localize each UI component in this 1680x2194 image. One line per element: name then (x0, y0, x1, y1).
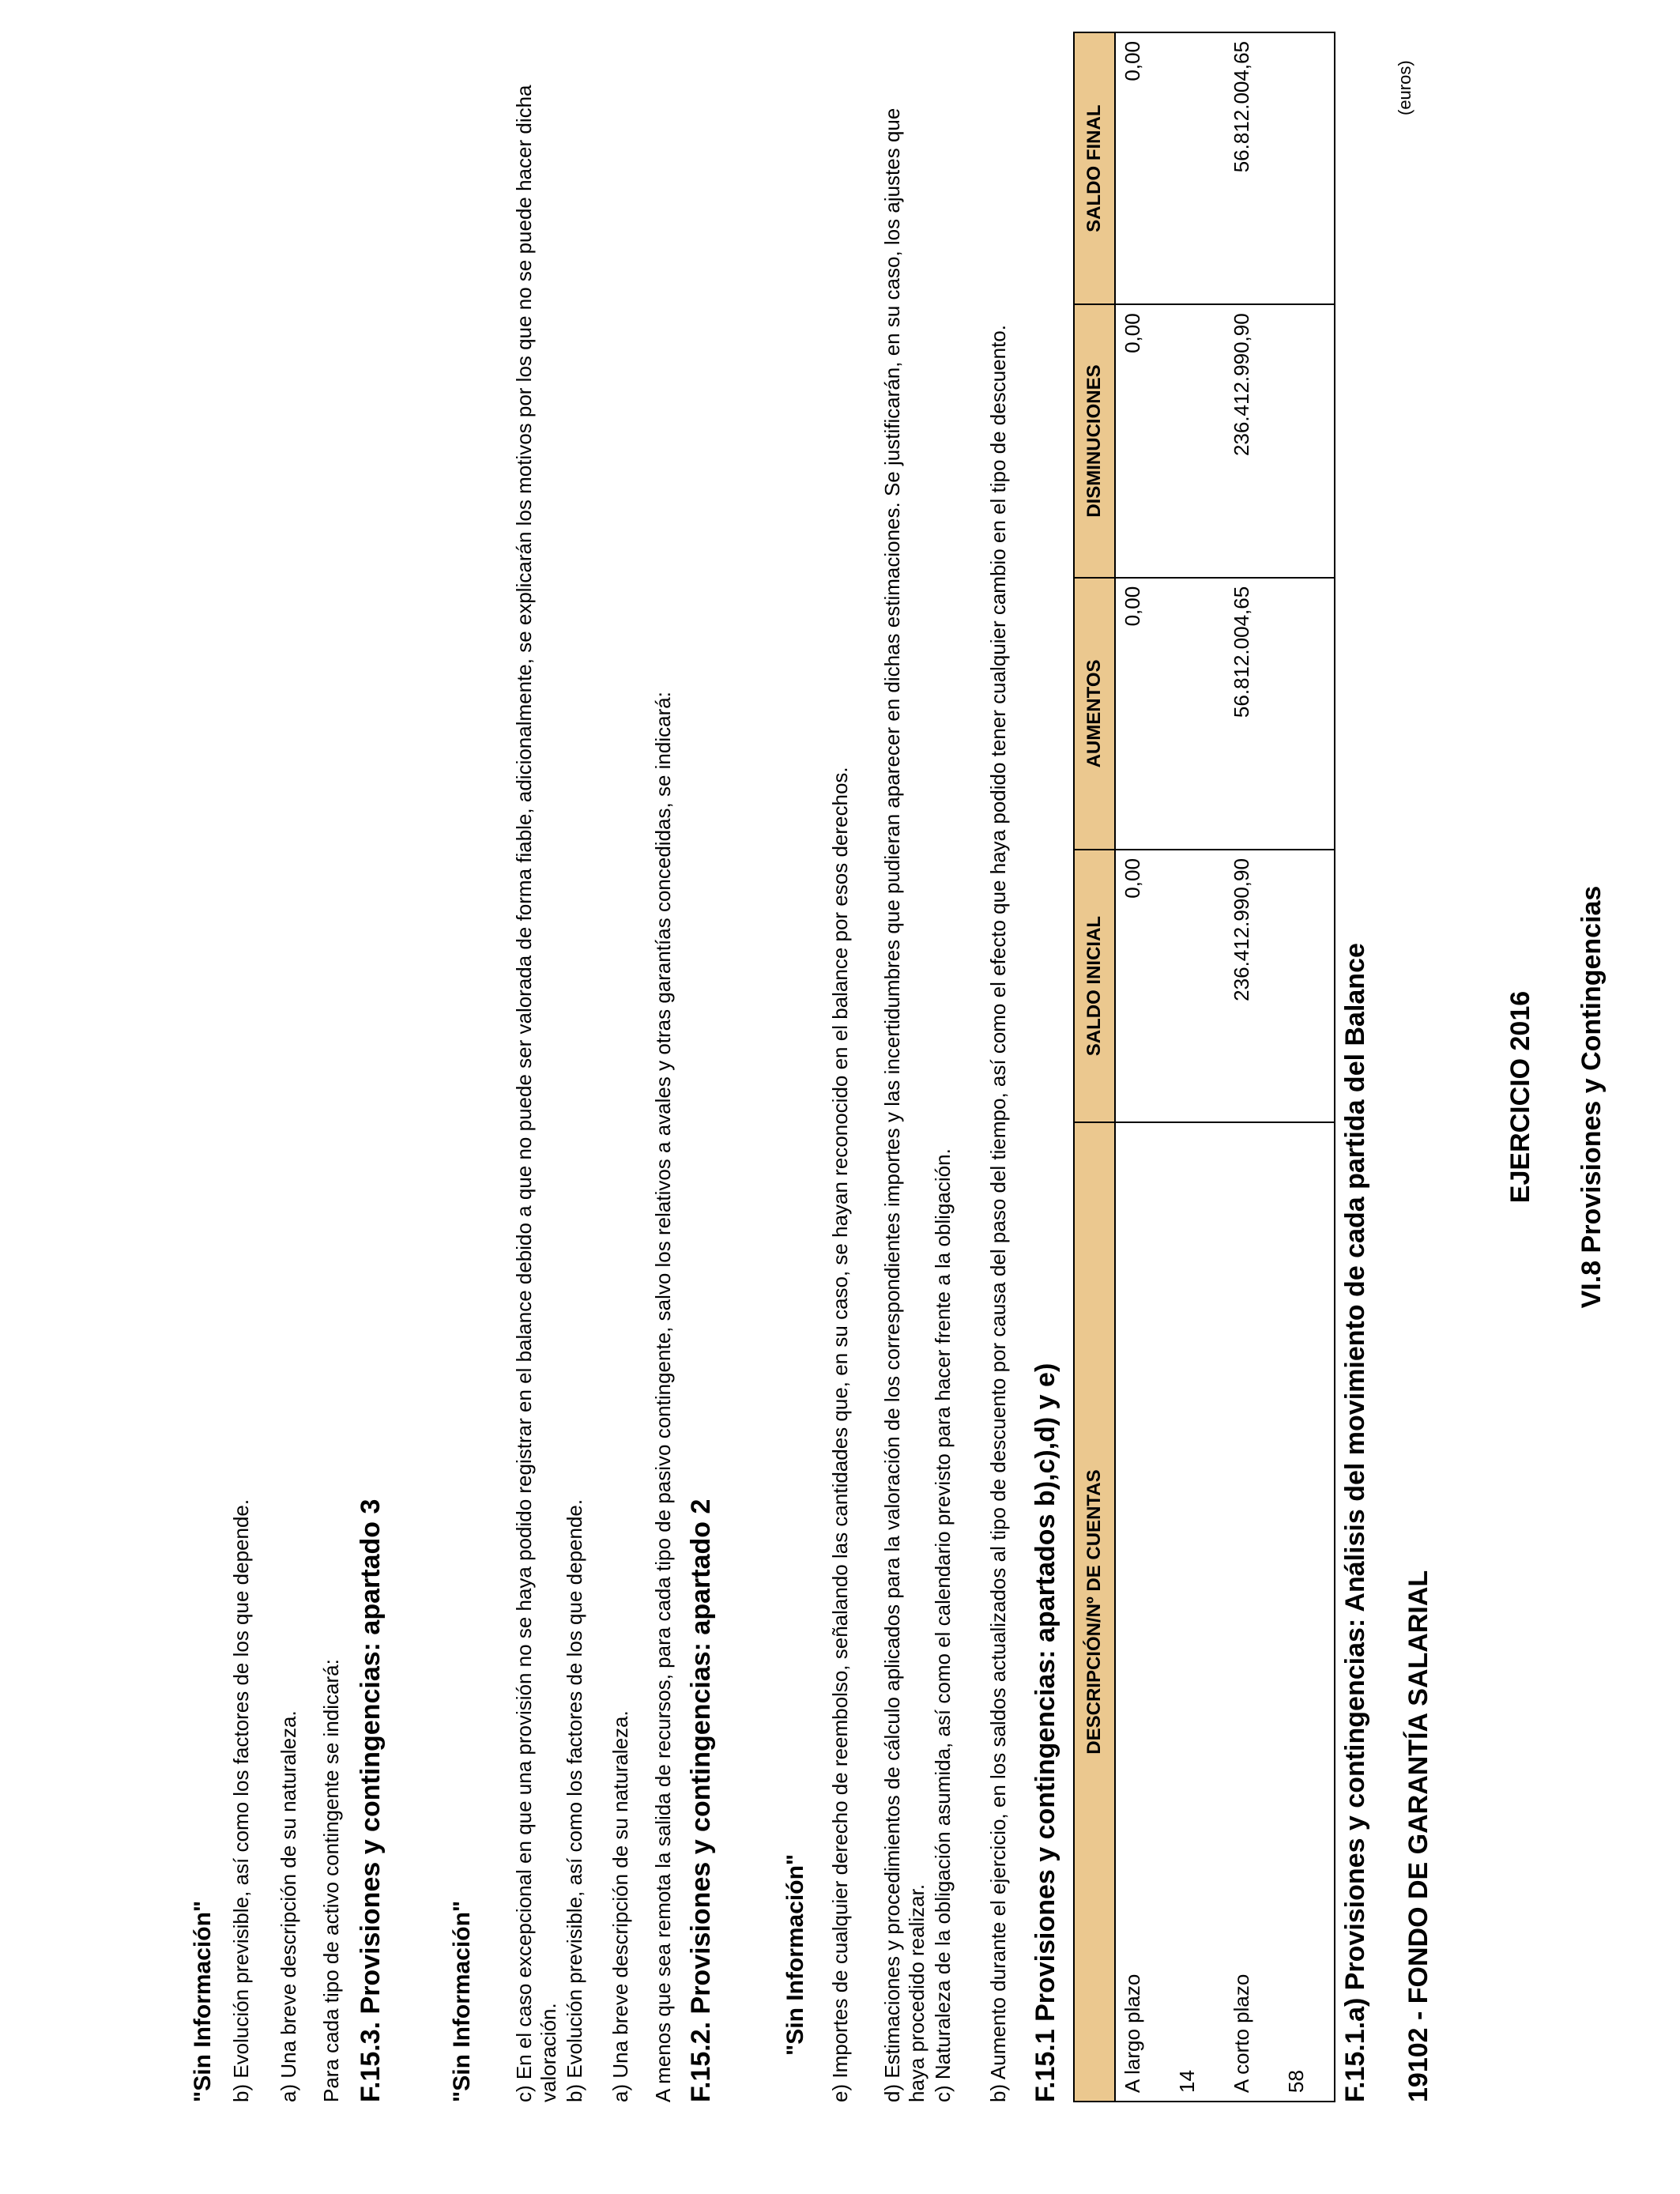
table-cell-aumentos: 56.812.004,65 (1225, 578, 1279, 850)
table-cell-disminuciones: 236.412.990,90 (1225, 304, 1279, 578)
table-cell-disminuciones (1279, 304, 1335, 578)
no-information-note: "Sin Información" (449, 1900, 475, 2102)
table-cell-account-number: 14 (1170, 1122, 1225, 2102)
table-cell-aumentos (1279, 578, 1335, 850)
paragraph-f151-c: c) Naturaleza de la obligación asumida, así como el calendario previsto para hacer frente a la obligación. (931, 1148, 955, 2102)
column-header-disminuciones: DISMINUCIONES (1074, 304, 1115, 578)
no-information-note: "Sin Información" (190, 1900, 216, 2102)
no-information-note: "Sin Información" (782, 1853, 808, 2056)
paragraph-f152-intro: A menos que sea remota la salida de recursos, para cada tipo de pasivo contingente, salvo los relativos a avales y otras garantías concedidas, se indicará: (651, 692, 675, 2102)
table-cell-saldo-final (1170, 32, 1225, 304)
column-header-saldo-inicial: SALDO INICIAL (1074, 850, 1115, 1122)
table-cell-disminuciones: 0,00 (1115, 304, 1170, 578)
table-cell-description: A largo plazo (1115, 1122, 1170, 2102)
table-cell-account-number: 58 (1279, 1122, 1335, 2102)
section-heading-f151a: F.15.1.a) Provisiones y contingencias: Análisis del movimiento de cada partida del Balance (1340, 943, 1370, 2102)
entity-heading: 19102 - FONDO DE GARANTÍA SALARIAL (1403, 1570, 1433, 2102)
table-row (1279, 32, 1335, 2102)
table-cell-disminuciones (1170, 304, 1225, 578)
table-row (1170, 32, 1225, 2102)
table-cell-saldo-inicial: 236.412.990,90 (1225, 850, 1279, 1122)
table-cell-description: A corto plazo (1225, 1122, 1279, 2102)
table-cell-saldo-final (1279, 32, 1335, 304)
paragraph-f151-e: e) Importes de cualquier derecho de reembolso, señalando las cantidades que, en su caso, se hayan reconocido en el balance por esos derechos. (828, 767, 852, 2102)
column-header-description: DESCRIPCIÓN/Nº DE CUENTAS (1074, 1122, 1115, 2102)
document-title: VI.8 Provisiones y Contingencias (1576, 885, 1607, 1309)
paragraph-f152-b: b) Evolución previsible, así como los factores de los que depende. (563, 1498, 586, 2102)
paragraph-f153-a: a) Una breve descripción de su naturaleza. (277, 1710, 300, 2102)
table-cell-saldo-final: 0,00 (1115, 32, 1170, 304)
table-cell-saldo-inicial (1170, 850, 1225, 1122)
section-heading-f152: F.15.2. Provisiones y contingencias: apartado 2 (686, 1498, 716, 2102)
currency-unit-label: (euros) (1395, 60, 1414, 115)
section-heading-f153: F.15.3. Provisiones y contingencias: apartado 3 (356, 1498, 386, 2102)
table-header-row (1074, 32, 1115, 2102)
paragraph-f153-b: b) Evolución previsible, así como los factores de los que depende. (229, 1498, 253, 2102)
section-heading-f151: F.15.1 Provisiones y contingencias: apartados b),c),d) y e) (1030, 1363, 1060, 2102)
table-cell-saldo-inicial: 0,00 (1115, 850, 1170, 1122)
table-cell-saldo-inicial (1279, 850, 1335, 1122)
table-cell-aumentos: 0,00 (1115, 578, 1170, 850)
table-cell-aumentos (1170, 578, 1225, 850)
table-row (1115, 32, 1170, 2102)
table-cell-saldo-final: 56.812.004,65 (1225, 32, 1279, 304)
column-header-saldo-final: SALDO FINAL (1074, 32, 1115, 304)
paragraph-f151-b: b) Aumento durante el ejercicio, en los saldos actualizados al tipo de descuento por causa del paso del tiempo, así como el efecto que haya podido tener cualquier cambio en el tipo de descuento. (986, 325, 1010, 2102)
paragraph-f152-c: c) En el caso excepcional en que una provisión no se haya podido registrar en el balance debido a que no puede ser valorada de forma fiable, adicionalmente, se explicarán los motivos por los que no se puede hacer dicha valoración. (512, 85, 560, 2102)
table-row (1225, 32, 1279, 2102)
provisions-movement-table (1073, 32, 1335, 2102)
fiscal-year-title: EJERCICIO 2016 (1505, 990, 1535, 1204)
paragraph-f152-a: a) Una breve descripción de su naturaleza. (608, 1710, 632, 2102)
column-header-aumentos: AUMENTOS (1074, 578, 1115, 850)
paragraph-f151-d: d) Estimaciones y procedimientos de cálculo aplicados para la valoración de los correspondientes importes y las incertidumbres que pudieran aparecer en dichas estimaciones. Se justificarán, en su caso, los ajustes que haya procedido realizar. (880, 107, 929, 2102)
paragraph-f153-intro: Para cada tipo de activo contingente se indicará: (319, 1659, 343, 2102)
